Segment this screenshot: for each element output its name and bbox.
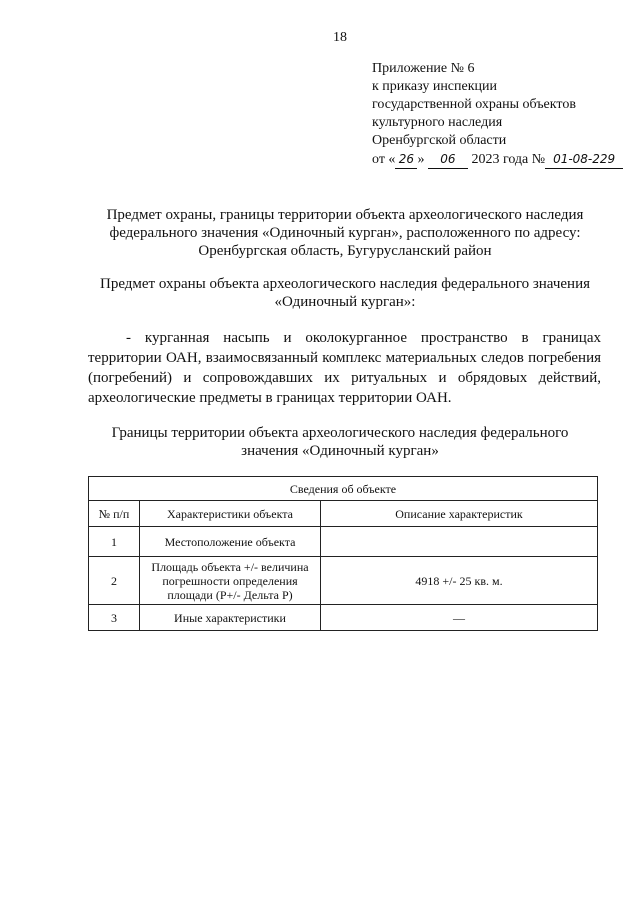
header-characteristic: Характеристики объекта [140,501,321,527]
page-number: 18 [333,30,347,45]
appendix-block [372,60,622,169]
row-characteristic: Площадь объекта +/- величина погрешности определения площади (Р+/- Дельта Р) [140,557,321,605]
table-caption: Сведения об объекте [89,477,598,501]
row-number: 1 [89,527,140,557]
appendix-date-line [372,150,622,169]
table-row [89,605,598,631]
date-prefix: от « [372,152,396,167]
table-caption-row [89,477,598,501]
row-characteristic: Местоположение объекта [140,527,321,557]
row-description [321,527,598,557]
table-row [89,557,598,605]
appendix-line: Приложение № 6 [372,61,475,76]
row-description: 4918 +/- 25 кв. м. [321,557,598,605]
date-month: 06 [428,150,468,169]
subject-heading-line: Предмет охраны объекта археологического наследия федерального значения [99,276,591,292]
appendix-line: государственной охраны объектов [372,97,576,112]
document-title [90,206,600,260]
row-number: 3 [89,605,140,631]
subject-text: - курганная насыпь и околокурганное пространство в границах территории ОАН, взаимосвязанный комплекс материальных следов погребения (погребений) и сопровождавших их ритуальных и обрядовых действий, археологические предметы в границах территории ОАН. [88,330,601,406]
row-characteristic: Иные характеристики [140,605,321,631]
row-number: 2 [89,557,140,605]
boundaries-heading-line: Границы территории объекта археологического наследия федерального [111,425,569,441]
appendix-line: культурного наследия [372,115,503,130]
row-description: — [321,605,598,631]
title-line: Оренбургская область, Бугурусланский район [198,243,492,259]
subject-heading [90,275,600,311]
date-year: 2023 года № [471,152,546,167]
header-description: Описание характеристик [321,501,598,527]
order-number: 01-08-229 [545,150,623,169]
date-quote-close: » [417,152,425,167]
date-day: 26 [395,150,417,169]
appendix-line: к приказу инспекции [372,79,498,94]
header-number: № п/п [89,501,140,527]
title-line: федерального значения «Одиночный курган», расположенного по адресу: [109,225,581,241]
table-header-row [89,501,598,527]
object-info-table [88,476,598,631]
title-line: Предмет охраны, границы территории объекта археологического наследия [106,207,584,223]
table-row [89,527,598,557]
subject-heading-line: «Одиночный курган»: [274,294,416,310]
appendix-line: Оренбургской области [372,133,507,148]
boundaries-heading-line: значения «Одиночный курган» [241,443,439,459]
boundaries-heading [90,424,590,460]
